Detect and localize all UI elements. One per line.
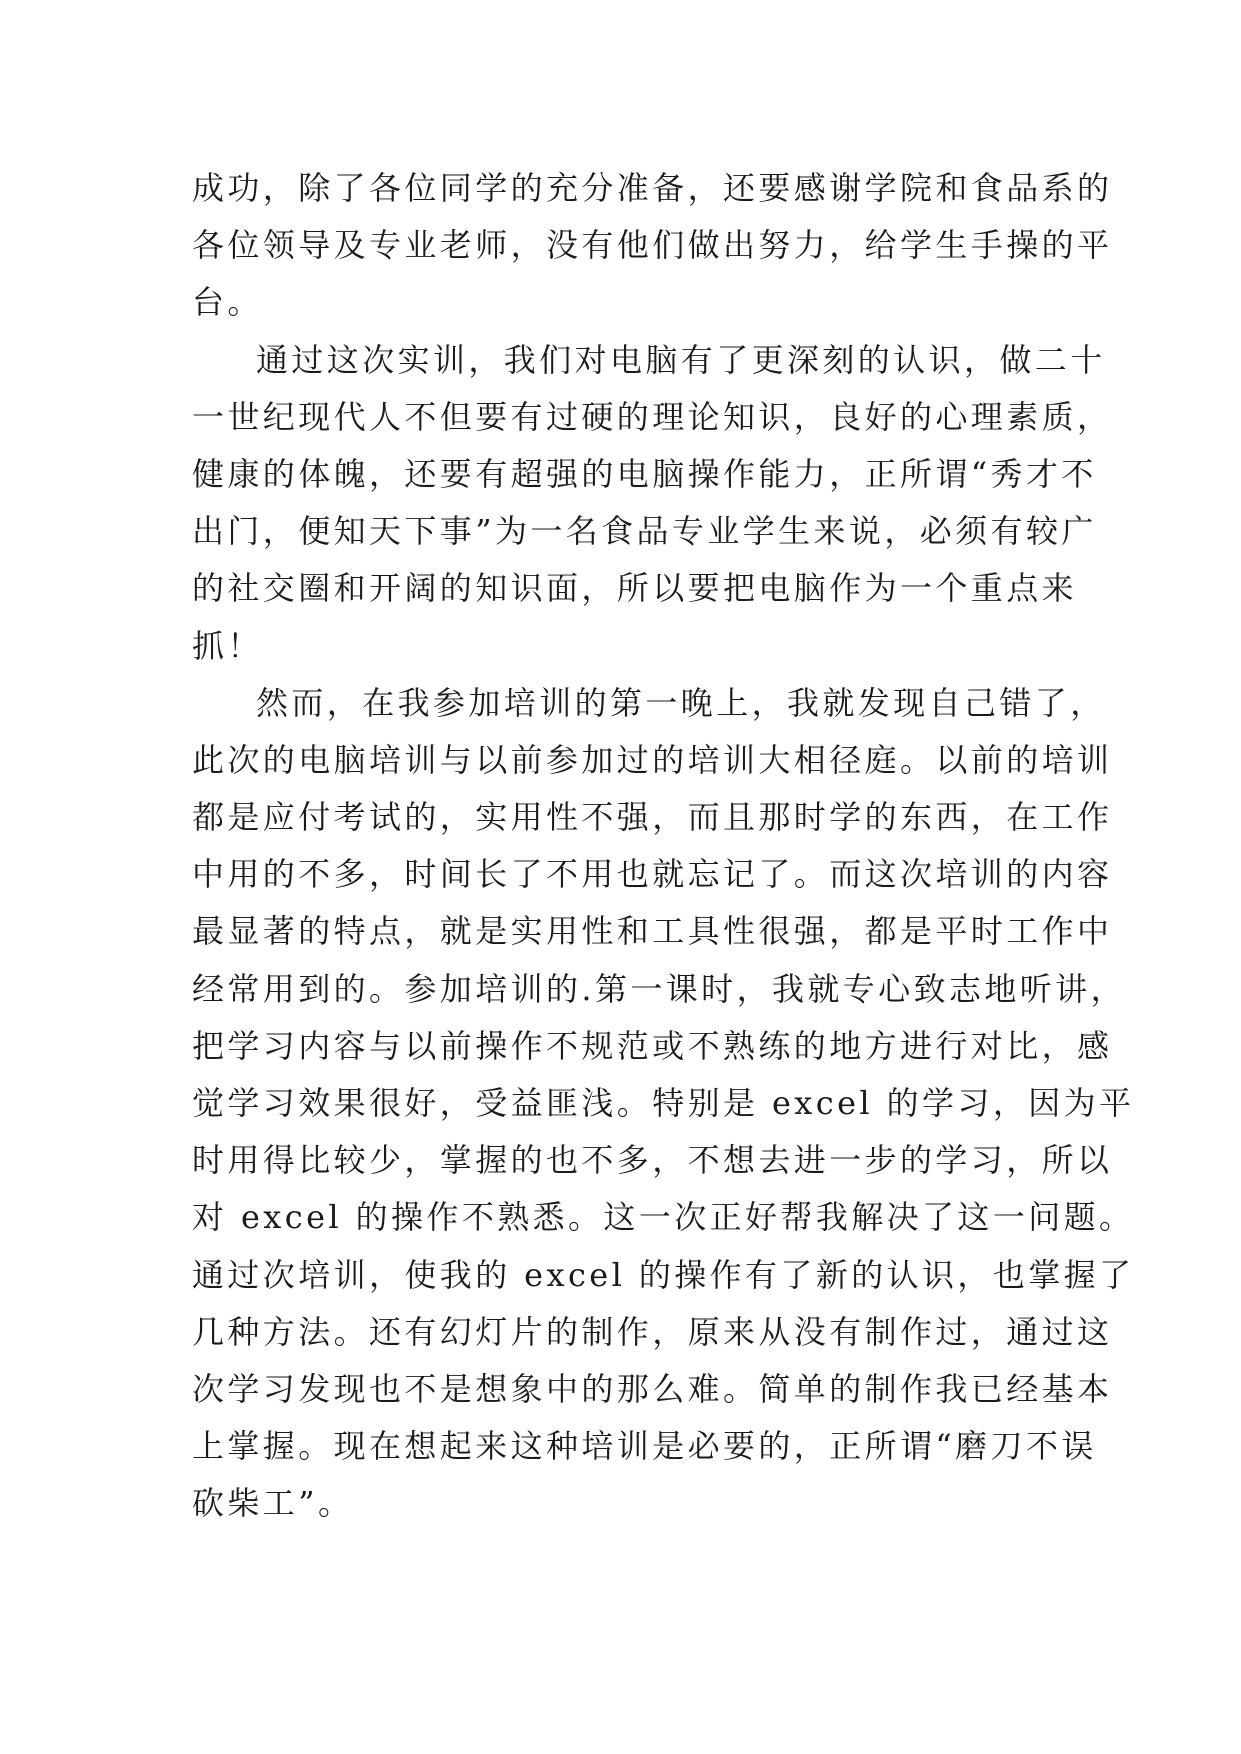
text-line: 抓！	[192, 626, 263, 665]
text-line: 的社交圈和开阔的知识面，所以要把电脑作为一个重点来	[192, 569, 1078, 608]
text-line: 出门，便知天下事”为一名食品专业学生来说，必须有较广	[192, 512, 1097, 551]
text-line: 各位领导及专业老师，没有他们做出努力，给学生手操的平	[192, 226, 1113, 265]
text-line: 中用的不多，时间长了不用也就忘记了。而这次培训的内容	[192, 855, 1113, 894]
text-line: 觉学习效果很好，受益匪浅。特别是 excel 的学习，因为平	[192, 1084, 1135, 1122]
text-line: 一世纪现代人不但要有过硬的理论知识，良好的心理素质，	[192, 397, 1113, 436]
text-line: 把学习内容与以前操作不规范或不熟练的地方进行对比，感	[192, 1026, 1113, 1065]
text-line: 经常用到的。参加培训的.第一课时，我就专心致志地听讲，	[192, 969, 1126, 1008]
text-line: 台。	[192, 283, 263, 322]
text-line: 健康的体魄，还要有超强的电脑操作能力，正所谓“秀才不	[192, 454, 1097, 493]
paragraph-start-line: 通过这次实训，我们对电脑有了更深刻的认识，做二十	[256, 340, 1106, 379]
text-line: 最显著的特点，就是实用性和工具性很强，都是平时工作中	[192, 912, 1113, 951]
text-line: 几种方法。还有幻灯片的制作，原来从没有制作过，通过这	[192, 1312, 1113, 1351]
text-line: 成功，除了各位同学的充分准备，还要感谢学院和食品系的	[192, 169, 1113, 207]
text-line: 次学习发现也不是想象中的那么难。简单的制作我已经基本	[192, 1369, 1113, 1408]
text-line: 通过次培训，使我的 excel 的操作有了新的认识，也掌握了	[192, 1255, 1135, 1294]
text-line: 对 excel 的操作不熟悉。这一次正好帮我解决了这一问题。	[192, 1198, 1135, 1237]
text-line: 都是应付考试的，实用性不强，而且那时学的东西，在工作	[192, 798, 1113, 837]
text-line: 此次的电脑培训与以前参加过的培训大相径庭。以前的培训	[192, 740, 1113, 779]
paragraph-start-line: 然而，在我参加培训的第一晚上，我就发现自己错了，	[256, 683, 1106, 722]
text-line: 时用得比较少，掌握的也不多，不想去进一步的学习，所以	[192, 1141, 1113, 1180]
body-text	[192, 160, 1135, 1533]
text-line: 上掌握。现在想起来这种培训是必要的，正所谓“磨刀不误	[192, 1427, 1097, 1466]
text-line: 砍柴工”。	[192, 1484, 354, 1523]
